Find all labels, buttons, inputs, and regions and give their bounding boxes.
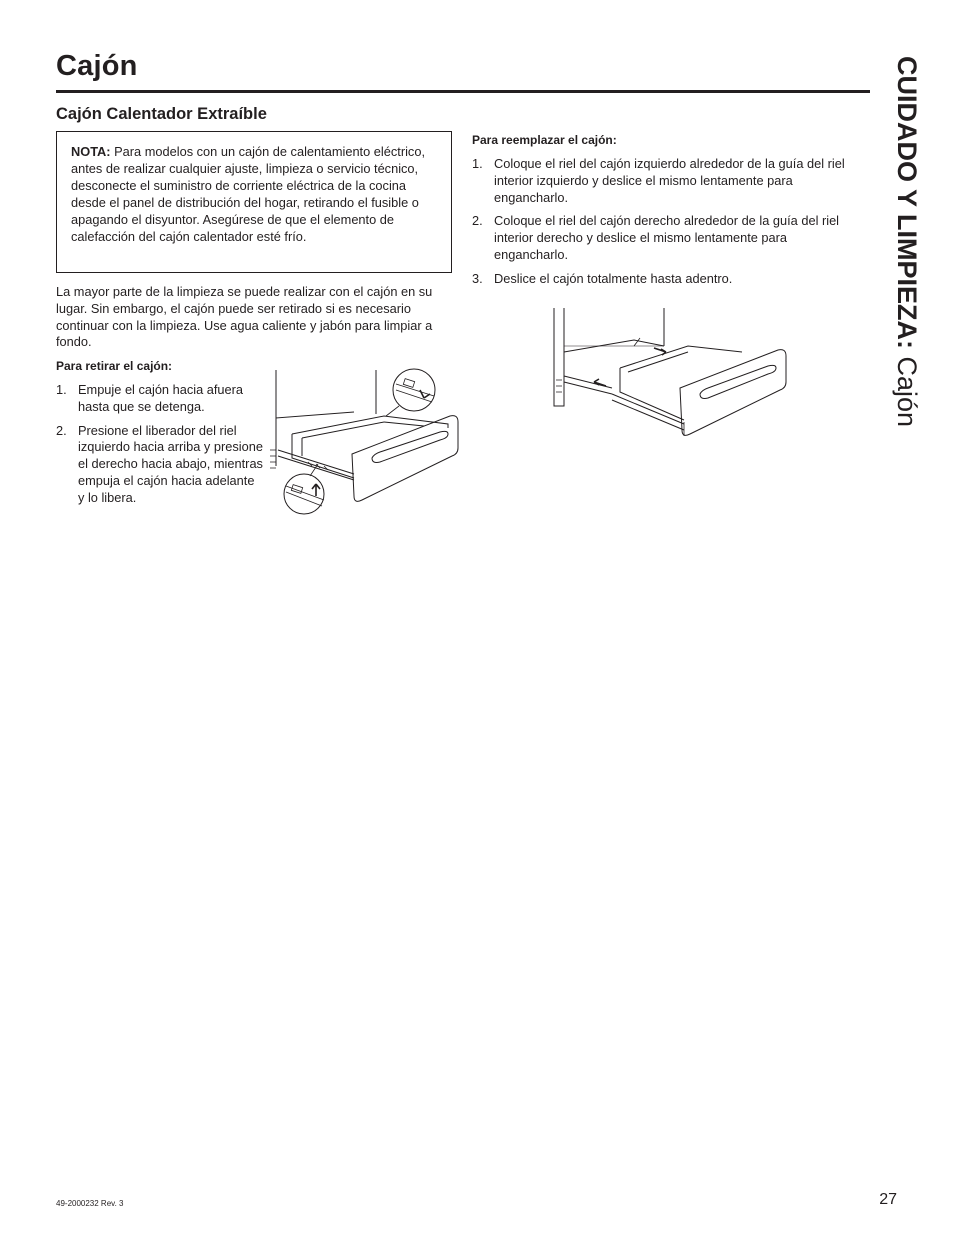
remove-steps [56,382,264,514]
step-number: 3. [472,270,483,286]
side-section-tab [893,56,920,427]
step-text: Coloque el riel del cajón izquierdo alrededor de la guía del riel interior izquierdo y deslice el mismo lentamente para engancharlo. [494,156,845,205]
list-item [56,423,264,507]
step-text: Deslice el cajón totalmente hasta adentro. [494,270,733,286]
page-number: 27 [879,1191,897,1208]
drawer-replacement-illustration [546,306,790,442]
step-number: 1. [472,156,483,171]
note-label: NOTA: [71,144,111,159]
replace-heading: Para reemplazar el cajón: [472,133,617,147]
step-text: Presione el liberador del riel izquierdo hacia arriba y presione el derecho hacia abajo, mientras empuja el cajón hacia adelante y lo libera. [78,422,263,505]
step-text: Coloque el riel del cajón derecho alrededor de la guía del riel interior derecho y deslice el mismo lentamente para engancharlo. [494,213,840,262]
section-title: Cajón Calentador Extraíble [56,105,267,123]
step-number: 2. [472,213,483,229]
list-item [472,213,864,263]
drawer-removal-illustration [264,366,464,516]
list-item [472,271,864,288]
side-tab-bold: CUIDADO Y LIMPIEZA: [892,56,922,350]
note-box [56,131,452,273]
note-text: Para modelos con un cajón de calentamiento eléctrico, antes de realizar cualquier ajuste, limpieza o servicio técnico, desconecte el suministro de corriente eléctrica de la cocina desde el panel de distribución del hogar, retirando el fusible o apagando el disyuntor. Asegúrese de que el elemento de calefacción del cajón calentador esté frío. [71,144,425,244]
step-text: Empuje el cajón hacia afuera hasta que se detenga. [78,382,244,414]
intro-paragraph: La mayor parte de la limpieza se puede realizar con el cajón en su lugar. Sin embargo, el cajón puede ser retirado si es necesario continuar con la limpieza. Use agua caliente y jabón para limpiar a fondo. [56,284,433,350]
list-item [56,382,264,416]
side-tab-light: Cajón [892,349,922,428]
document-code: 49-2000232 Rev. 3 [56,1199,124,1208]
list-item [472,156,864,206]
title-divider [56,90,870,93]
replace-steps [472,156,864,295]
step-number: 2. [56,422,67,438]
step-number: 1. [56,382,67,397]
remove-heading: Para retirar el cajón: [56,359,173,373]
page-title: Cajón [56,50,138,82]
